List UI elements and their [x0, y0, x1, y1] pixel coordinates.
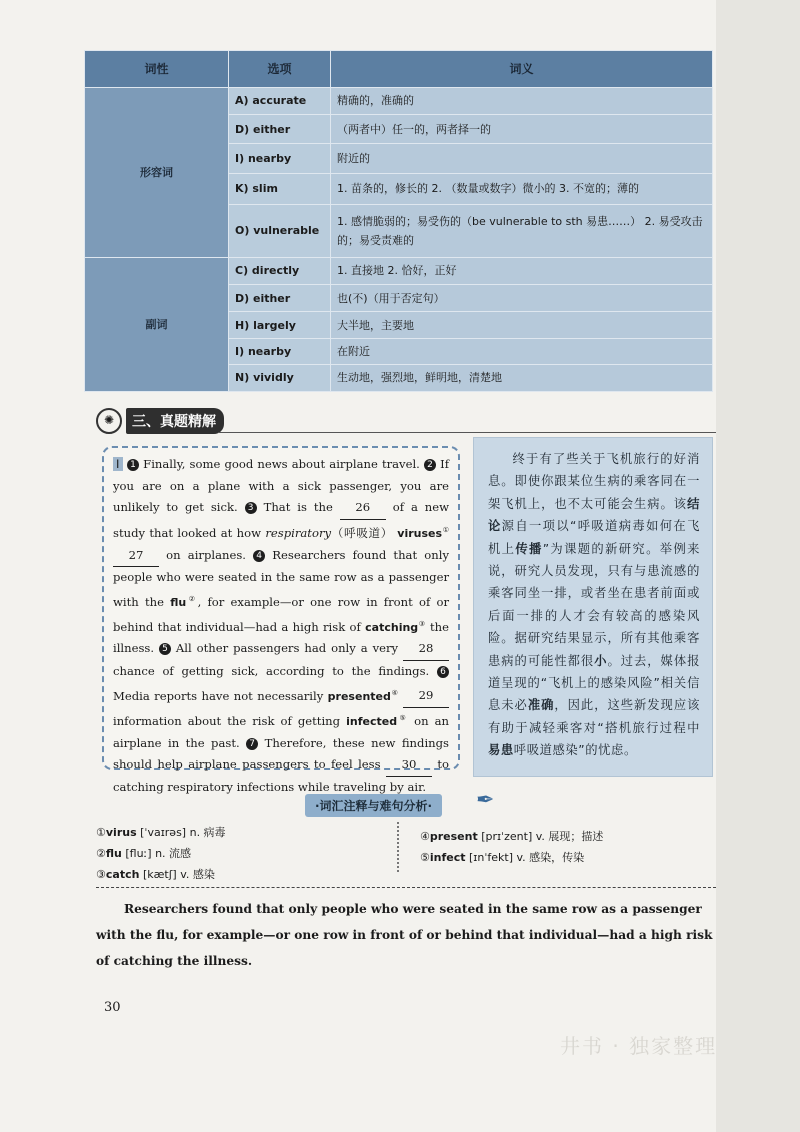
blank-28[interactable]: 28 [403, 638, 449, 661]
vocab-word: catching [365, 620, 419, 634]
sentence-part: , for example—or one row in front of or behind that individual—had a high risk of [113, 594, 449, 634]
sentence-part: on airplanes. [166, 547, 246, 562]
translation-text: 终于有了些关于飞机旅行的好消息。即使你跟某位生病的乘客同在一架飞机上，也不太可能会生病。该 [488, 452, 700, 511]
blank-29[interactable]: 29 [403, 685, 449, 708]
sentence-part: to catching respiratory infections while traveling by air. [113, 757, 450, 795]
sentence-number-3: 3 [245, 502, 257, 514]
sentence-part: information about the risk of getting [113, 714, 341, 729]
sentence-part: on an airplane in the past. [113, 714, 449, 750]
translation-keyword: 准确 [527, 698, 555, 713]
sentence: If you are on a plane with a sick passenger, you are unlikely to get sick. [113, 457, 450, 515]
meaning: 1. 直接地 2. 恰好，正好 [331, 257, 713, 284]
sentence-number-1: 1 [127, 459, 139, 471]
header-option: 选项 [229, 51, 331, 88]
dotted-divider [96, 887, 716, 888]
blank-26[interactable]: 26 [340, 497, 386, 520]
difficult-sentence: Researchers found that only people who were seated in the same row as a passenger with the flu, for example—or one row in front of or behind that individual—had a high risk of catching the illness. [96, 902, 713, 968]
option: D) either [229, 284, 331, 311]
meaning: 生动地，强烈地，鲜明地，清楚地 [331, 364, 713, 391]
section-heading [96, 408, 224, 434]
sentence-number-7: 7 [246, 738, 258, 750]
translation-text: ，因此，这些新发现应该有助于减轻乘客对“搭机旅行过程中 [488, 698, 700, 735]
meaning: 在附近 [331, 339, 713, 364]
vocab-word: presented [327, 689, 391, 703]
meaning: 也(不)（用于否定句） [331, 284, 713, 311]
notes-heading: ·词汇注释与难句分析· [305, 794, 442, 817]
note-item: ①virus [ˈvaɪrəs] n. 病毒 [96, 826, 226, 839]
vocab-word: viruses [397, 526, 443, 540]
table-row [85, 257, 713, 284]
notes-left [96, 822, 226, 885]
section-title: 三、真题精解 [126, 408, 224, 434]
term: respiratory [265, 525, 332, 540]
vocab-word: infected [346, 715, 398, 729]
meaning: 精确的，准确的 [331, 87, 713, 114]
note-item: ⑤infect [ɪnˈfekt] v. 感染，传染 [420, 851, 585, 864]
sentence-number-2: 2 [424, 459, 436, 471]
meaning: （两者中）任一的，两者择一的 [331, 114, 713, 143]
table-row [85, 87, 713, 114]
sentence-part: Media reports have not necessarily [113, 688, 324, 703]
section-divider [218, 432, 716, 433]
translation-text: 源自一项以“呼吸道病毒如何在飞机上 [488, 519, 700, 556]
pen-icon: ✒ [476, 788, 495, 813]
meaning: 1. 苗条的，修长的 2. （数量或数字）微小的 3. 不宽的；薄的 [331, 173, 713, 204]
note-item: ③catch [kætʃ] v. 感染 [96, 868, 215, 881]
meaning: 大半地，主要地 [331, 312, 713, 339]
option: K) slim [229, 173, 331, 204]
notes-divider [397, 822, 405, 872]
sentence-part: That is the [263, 500, 333, 515]
blank-27[interactable]: 27 [113, 545, 159, 568]
sentence: Finally, some good news about airplane travel. [143, 457, 420, 471]
sentence-number-6: 6 [437, 666, 449, 678]
option: N) vividly [229, 364, 331, 391]
lightbulb-icon: ✺ [96, 408, 122, 434]
option: O) vulnerable [229, 205, 331, 257]
translation-text: 。过去，媒体报道呈现的“飞机上的感染风险”相关信息未必 [488, 653, 700, 713]
passage-tag: Ⅰ [113, 457, 123, 471]
option: I) nearby [229, 144, 331, 173]
translation-text: 呼吸道感染”的忧虑。 [513, 743, 637, 758]
note-item: ②flu [fluː] n. 流感 [96, 847, 192, 860]
meaning: 1. 感情脆弱的；易受伤的（be vulnerable to sth 易患……） 2. 易受攻击的；易受责难的 [331, 205, 713, 257]
translation-box [473, 437, 713, 777]
sentence-part: the illness. [113, 619, 450, 656]
option: A) accurate [229, 87, 331, 114]
vocabulary-table [84, 50, 713, 392]
translation-text: ”为课题的新研究。举例来说，研究人员发现，只有与患流感的乘客同坐一排，或者坐在患者前面或后面一排的人才会有较高的感染风险。据研究结果显示，所有其他乘客患病的可能性都很 [488, 541, 701, 668]
meaning: 附近的 [331, 144, 713, 173]
watermark: 井书 · 独家整理 [560, 1034, 718, 1058]
sentence-number-4: 4 [253, 550, 265, 562]
translation-keyword: 小 [594, 653, 608, 668]
sentence-part: Therefore, these new findings should help airplane passengers to feel less [113, 735, 449, 772]
sentence-part: All other passengers had only a very [175, 641, 399, 656]
pos-adjective: 形容词 [85, 87, 229, 257]
option: D) either [229, 114, 331, 143]
vocab-word: flu [170, 595, 187, 609]
page-number: 30 [104, 1000, 121, 1015]
term-gloss: （呼吸道） [331, 525, 393, 540]
translation-keyword: 易患 [488, 743, 514, 758]
table-header-row [85, 51, 713, 88]
option: H) largely [229, 312, 331, 339]
sentence-part: Researchers found that only people who were seated in the same row as a passenger with the [113, 547, 449, 609]
note-item: ④present [prɪˈzent] v. 展现；描述 [420, 830, 604, 843]
sentence-part: chance of getting sick, according to the findings. [113, 663, 430, 678]
header-meaning: 词义 [331, 51, 713, 88]
notes-right [420, 826, 603, 868]
option: I) nearby [229, 339, 331, 364]
translation-keyword: 传播 [515, 541, 543, 556]
header-pos: 词性 [85, 51, 229, 88]
translation-keyword: 结论 [488, 496, 700, 534]
sentence-number-5: 5 [159, 643, 171, 655]
passage-box: Ⅰ 1 Finally, some good news about airplane travel. 2 If you are on a plane with a sick passenger, you are unlikely to get sick. 3 That is the 26 of a new study that looked at how respiratory（呼吸道） viruses① 27 on airplanes. 4 Researchers found that only people who were seated in the same row as a passenger with the flu②, for example—or one row in front of or behind that individual—had a high risk of catching③ the illness. 5 All other passengers had only a very 28 chance of getting sick, according to the findings. 6 Media reports have not necessarily presented④ 29 information about the risk of getting infected⑤ on an airplane in the past. 7 Therefore, these new findings should help airplane passengers to feel less 30 to catching respiratory infections while traveling by air. [102, 446, 460, 770]
option: C) directly [229, 257, 331, 284]
pos-adverb: 副词 [85, 257, 229, 391]
blank-30[interactable]: 30 [386, 754, 432, 777]
sentence-part: of a new study that looked at how [113, 500, 450, 540]
